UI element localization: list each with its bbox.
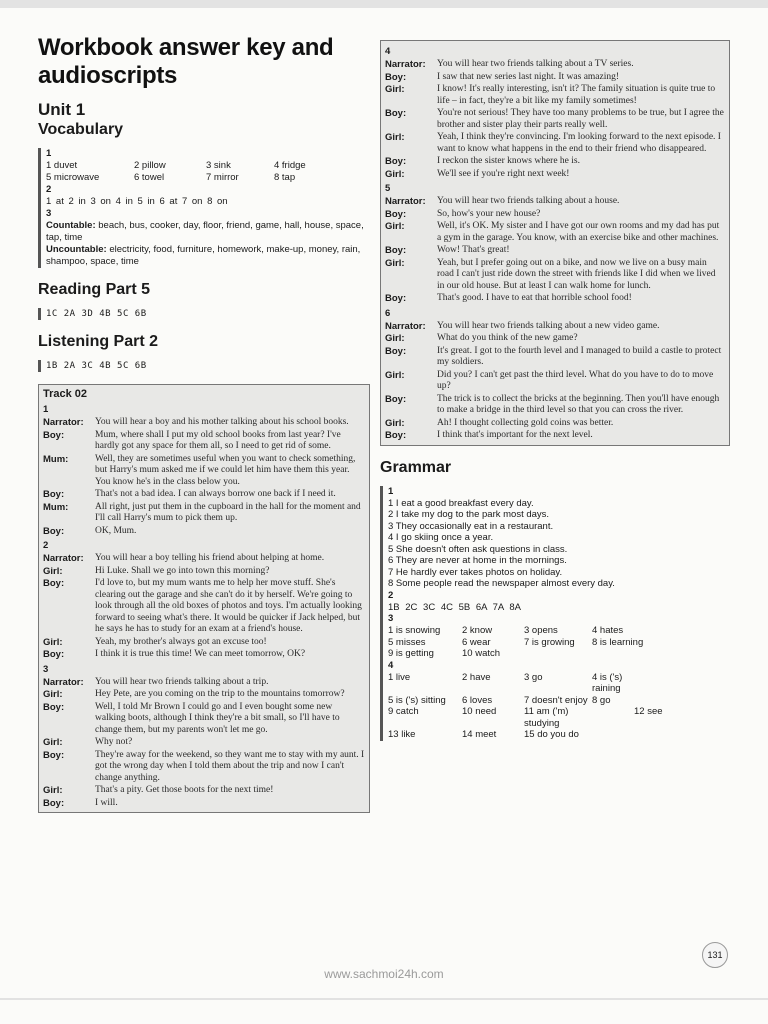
vocabulary-heading: Vocabulary bbox=[38, 121, 124, 138]
script-line bbox=[385, 196, 725, 208]
grammar-answer: 6 wear bbox=[462, 636, 491, 648]
unit-heading: Unit 1 bbox=[38, 100, 86, 119]
speaker-text: I saw that new series last night. It was amazing! bbox=[437, 71, 620, 82]
speaker-text: I know! It's really interesting, isn't it? The family situation is quite true to life – in fact, they're a bit like my family sometimes! bbox=[437, 84, 716, 106]
script-line bbox=[385, 245, 725, 257]
script-line bbox=[43, 677, 365, 689]
speaker-label: Girl: bbox=[385, 333, 405, 344]
speaker-label: Boy: bbox=[43, 749, 65, 761]
vocab-answer: 3 sink bbox=[206, 160, 231, 171]
vocab-ex1-grid bbox=[46, 160, 370, 184]
audioscript-box-continued bbox=[380, 40, 730, 446]
audioscript-box bbox=[38, 384, 370, 813]
script-line bbox=[43, 489, 365, 501]
speaker-text: Hey Pete, are you coming on the trip to the mountains tomorrow? bbox=[95, 689, 345, 699]
grammar-answer: 7 doesn't enjoy bbox=[524, 694, 588, 706]
script-line bbox=[385, 169, 725, 181]
grammar-answer: 5 is ('s) sitting bbox=[388, 694, 446, 706]
speaker-text: Well, they are sometimes useful when you want to check something, but Harry's mum asked me if we could let him have them this year. You know he's in the class below you. bbox=[95, 453, 356, 487]
speaker-text: So, how's your new house? bbox=[437, 208, 541, 219]
grammar-answers bbox=[380, 486, 730, 741]
script-section-number: 3 bbox=[43, 663, 49, 675]
speaker-label: Boy: bbox=[385, 208, 407, 220]
script-line bbox=[385, 132, 725, 155]
speaker-text: You will hear two friends talking about a house. bbox=[437, 196, 620, 206]
speaker-label: Mum: bbox=[43, 453, 69, 465]
grammar-answer: 2 have bbox=[462, 671, 491, 683]
grammar-answer: 5 misses bbox=[388, 636, 426, 648]
speaker-label: Boy: bbox=[385, 71, 407, 83]
grammar-answer: 9 catch bbox=[388, 706, 419, 717]
speaker-text: Yeah, I think they're convincing. I'm looking forward to the next episode. I want to know what happens in the end to their friend who disappeared. bbox=[437, 132, 721, 154]
speaker-label: Narrator: bbox=[385, 320, 426, 332]
speaker-label: Boy: bbox=[385, 156, 407, 167]
page-number: 131 bbox=[702, 942, 728, 968]
grammar-answer: 10 need bbox=[462, 706, 497, 717]
vocab-answer: 4 fridge bbox=[274, 160, 306, 171]
speaker-text: They're away for the weekend, so they want me to stay with my aunt. I got the wrong day when I told them about the trip and now I can't change anything. bbox=[95, 749, 365, 783]
grammar-answer: 4 hates bbox=[592, 625, 624, 636]
script-line bbox=[385, 72, 725, 84]
script-line bbox=[43, 526, 365, 538]
script-line bbox=[385, 84, 725, 107]
vocab-ex2-answers: 1 at 2 in 3 on 4 in 5 in 6 at 7 on 8 on bbox=[46, 196, 228, 207]
exercise-number: 3 bbox=[46, 208, 52, 219]
script-line bbox=[385, 394, 725, 417]
countable-text: beach, bus, cooker, day, floor, friend, game, hall, house, space, tap, time bbox=[46, 220, 364, 243]
script-line bbox=[385, 221, 725, 244]
grammar-answer bbox=[634, 729, 664, 741]
uncountable-label: Uncountable: bbox=[46, 244, 107, 255]
grammar-answer: 10 watch bbox=[462, 648, 501, 659]
script-line bbox=[43, 637, 365, 649]
countable-label: Countable: bbox=[46, 220, 96, 231]
script-line bbox=[43, 737, 365, 749]
speaker-text: All right, just put them in the cupboard in the hall for the moment and I'll call Harry's mum to pick them up. bbox=[95, 501, 361, 523]
vocab-answer: 7 mirror bbox=[206, 172, 239, 183]
speaker-text: Well, it's OK. My sister and I have got our own rooms and my dad has put a gym in the garage. You know, with an exercise bike and other machines. bbox=[437, 221, 720, 243]
speaker-text: It's great. I got to the fourth level and I managed to build a castle to protect my soldiers. bbox=[437, 345, 722, 367]
speaker-text: You will hear two friends talking about a new video game. bbox=[437, 320, 660, 331]
track-title: Track 02 bbox=[43, 388, 88, 400]
title-line-2: audioscripts bbox=[38, 62, 178, 89]
speaker-label: Girl: bbox=[385, 132, 405, 143]
grammar-answer: 3 go bbox=[524, 671, 543, 683]
speaker-text: I will. bbox=[95, 797, 118, 808]
script-line bbox=[385, 258, 725, 293]
footer-url: www.sachmoi24h.com bbox=[324, 967, 444, 981]
script-line bbox=[43, 689, 365, 701]
vocab-answer: 8 tap bbox=[274, 172, 296, 183]
speaker-label: Girl: bbox=[385, 168, 405, 180]
speaker-text: Wow! That's great! bbox=[437, 245, 510, 255]
grammar-answer: 12 see bbox=[634, 706, 663, 717]
speaker-label: Boy: bbox=[43, 429, 65, 441]
vocab-answer: 5 microwave bbox=[46, 172, 100, 183]
speaker-text: We'll see if you're right next week! bbox=[437, 168, 570, 179]
speaker-label: Boy: bbox=[385, 430, 407, 441]
speaker-text: I think that's important for the next level. bbox=[437, 430, 593, 440]
grammar-ex3-grid bbox=[388, 625, 730, 660]
page-title bbox=[38, 34, 370, 90]
speaker-label: Boy: bbox=[385, 293, 407, 304]
speaker-text: Well, I told Mr Brown I could go and I even bought some new walking boots, although I think they're a bit small, so I'll have to change them, but my parents won't let me go. bbox=[95, 701, 340, 735]
script-line bbox=[43, 798, 365, 810]
speaker-label: Boy: bbox=[385, 245, 407, 256]
script-line bbox=[385, 346, 725, 369]
speaker-text: What do you think of the new game? bbox=[437, 333, 578, 343]
speaker-text: Ah! I thought collecting gold coins was better. bbox=[437, 417, 614, 428]
speaker-text: I reckon the sister knows where he is. bbox=[437, 156, 580, 166]
script-line bbox=[43, 785, 365, 797]
script-section-number: 6 bbox=[385, 307, 391, 319]
vocab-answer: 1 duvet bbox=[46, 160, 78, 171]
script-section-number: 2 bbox=[43, 540, 49, 551]
grammar-answer bbox=[592, 729, 634, 741]
grammar-sentence: 2 I take my dog to the park most days. bbox=[388, 509, 550, 520]
vocab-answer: 6 towel bbox=[134, 172, 165, 183]
speaker-label: Narrator: bbox=[43, 553, 84, 564]
grammar-sentence: 6 They are never at home in the mornings. bbox=[388, 555, 567, 566]
speaker-text: Hi Luke. Shall we go into town this morning? bbox=[95, 565, 270, 576]
speaker-text: Yeah, but I prefer going out on a bike, and now we live on a busy main road I can't just ride down the street with friends like I did when we lived in our old house. But at least I can walk home for lunch. bbox=[437, 257, 716, 291]
speaker-label: Girl: bbox=[43, 636, 63, 648]
grammar-sentence: 5 She doesn't often ask questions in class. bbox=[388, 543, 568, 555]
exercise-number: 1 bbox=[388, 485, 394, 497]
grammar-ex2-answers: 1B 2C 3C 4C 5B 6A 7A 8A bbox=[388, 601, 521, 613]
speaker-label: Boy: bbox=[43, 797, 65, 809]
speaker-text: You will hear a boy and his mother talking about his school books. bbox=[95, 417, 349, 427]
script-line bbox=[385, 370, 725, 393]
grammar-ex4-grid bbox=[388, 672, 730, 741]
exercise-number: 1 bbox=[46, 148, 52, 159]
grammar-sentence: 4 I go skiing once a year. bbox=[388, 532, 494, 543]
exercise-number: 2 bbox=[46, 184, 52, 195]
script-section-number: 1 bbox=[43, 404, 49, 415]
script-line bbox=[385, 333, 725, 345]
uncountable-row bbox=[46, 244, 370, 268]
script-section-number: 5 bbox=[385, 183, 391, 194]
speaker-text: Mum, where shall I put my old school books from last year? I've hardly got any space for them all, so I need to get rid of some. bbox=[95, 429, 341, 451]
script-line bbox=[43, 750, 365, 785]
grammar-answer: 9 is getting bbox=[388, 648, 434, 659]
grammar-ex1-list bbox=[388, 498, 730, 590]
speaker-text: You will hear two friends talking about a trip. bbox=[95, 676, 269, 687]
reading-answers: 1C 2A 3D 4B 5C 6B bbox=[38, 308, 370, 320]
script-line bbox=[43, 430, 365, 453]
uncountable-text: electricity, food, furniture, homework, make-up, money, rain, shampoo, space, time bbox=[46, 244, 361, 267]
grammar-answer: 2 know bbox=[462, 625, 493, 636]
grammar-answer: 13 like bbox=[388, 729, 416, 740]
top-border bbox=[0, 0, 768, 8]
script-line bbox=[385, 430, 725, 442]
listening-answers: 1B 2A 3C 4B 5C 6B bbox=[38, 360, 370, 372]
speaker-label: Girl: bbox=[43, 689, 63, 700]
script-line bbox=[43, 454, 365, 489]
speaker-label: Girl: bbox=[43, 565, 63, 577]
speaker-label: Narrator: bbox=[385, 196, 426, 207]
grammar-heading: Grammar bbox=[380, 458, 452, 476]
script-line bbox=[385, 156, 725, 168]
script-line bbox=[43, 553, 365, 565]
grammar-answer: 1 live bbox=[388, 671, 411, 683]
speaker-label: Boy: bbox=[43, 525, 65, 537]
speaker-label: Boy: bbox=[385, 108, 407, 119]
speaker-text: You will hear a boy telling his friend about helping at home. bbox=[95, 553, 325, 563]
grammar-answer: 8 go bbox=[592, 694, 611, 706]
audioscript-right bbox=[385, 46, 725, 442]
script-line bbox=[385, 418, 725, 430]
speaker-label: Girl: bbox=[385, 369, 405, 381]
countable-row bbox=[46, 220, 370, 244]
audioscript-left bbox=[43, 404, 365, 809]
right-column bbox=[380, 40, 730, 741]
left-column bbox=[38, 34, 370, 813]
grammar-answer: 14 meet bbox=[462, 729, 497, 740]
grammar-answer: 3 opens bbox=[524, 625, 558, 636]
script-line bbox=[385, 293, 725, 305]
speaker-label: Girl: bbox=[385, 221, 405, 232]
speaker-text: Yeah, my brother's always got an excuse too! bbox=[95, 636, 267, 647]
grammar-sentence: 3 They occasionally eat in a restaurant. bbox=[388, 520, 554, 532]
grammar-answer: 4 is ('s) raining bbox=[592, 671, 623, 694]
title-line-1: Workbook answer key and bbox=[38, 34, 334, 61]
grammar-answer: 6 loves bbox=[462, 694, 493, 706]
speaker-label: Boy: bbox=[43, 578, 65, 589]
grammar-sentence: 7 He hardly ever takes photos on holiday. bbox=[388, 566, 563, 578]
speaker-label: Boy: bbox=[385, 345, 407, 357]
script-line bbox=[43, 566, 365, 578]
script-line bbox=[43, 502, 365, 525]
speaker-label: Mum: bbox=[43, 501, 69, 513]
speaker-text: That's good. I have to eat that horrible school food! bbox=[437, 293, 632, 303]
grammar-answer bbox=[592, 706, 634, 729]
grammar-sentence: 1 I eat a good breakfast every day. bbox=[388, 497, 534, 509]
speaker-label: Girl: bbox=[385, 257, 405, 269]
grammar-answer bbox=[524, 648, 592, 660]
script-line bbox=[43, 578, 365, 636]
exercise-number: 3 bbox=[388, 613, 394, 624]
grammar-answer bbox=[634, 672, 664, 695]
script-line bbox=[385, 59, 725, 71]
speaker-text: That's a pity. Get those boots for the next time! bbox=[95, 785, 274, 795]
speaker-label: Boy: bbox=[43, 649, 65, 660]
grammar-sentence: 8 Some people read the newspaper almost every day. bbox=[388, 578, 615, 589]
reading-heading: Reading Part 5 bbox=[38, 281, 151, 298]
grammar-answer: 8 is learning bbox=[592, 636, 644, 648]
speaker-text: I think it is true this time! We can meet tomorrow, OK? bbox=[95, 649, 306, 659]
speaker-text: You will hear two friends talking about a TV series. bbox=[437, 59, 634, 69]
speaker-text: Why not? bbox=[95, 737, 133, 747]
vocabulary-answers bbox=[38, 148, 370, 268]
speaker-text: That's not a bad idea. I can always borrow one back if I need it. bbox=[95, 489, 336, 499]
grammar-answer: 15 do you do bbox=[524, 729, 579, 740]
script-line bbox=[43, 417, 365, 429]
grammar-answer: 11 am ('m) studying bbox=[524, 706, 569, 729]
speaker-text: The trick is to collect the bricks at the beginning. Then you'll have enough to make a bridge in the third level so that you can cross the river. bbox=[437, 393, 720, 415]
speaker-text: You're not serious! They have too many problems to be true, but I agree the brother and sister play their parts really well. bbox=[437, 108, 724, 130]
script-line bbox=[385, 321, 725, 333]
speaker-label: Girl: bbox=[43, 785, 63, 796]
script-section-number: 4 bbox=[385, 46, 391, 57]
vocab-answer: 2 pillow bbox=[134, 160, 166, 171]
grammar-answer: 7 is growing bbox=[524, 636, 575, 648]
script-line bbox=[385, 209, 725, 221]
speaker-label: Girl: bbox=[385, 417, 405, 429]
grammar-answer bbox=[592, 648, 662, 660]
grammar-answer: 1 is snowing bbox=[388, 625, 441, 636]
speaker-label: Girl: bbox=[385, 84, 405, 95]
speaker-label: Boy: bbox=[43, 701, 65, 713]
bottom-border bbox=[0, 998, 768, 1000]
speaker-label: Narrator: bbox=[43, 676, 84, 688]
speaker-text: OK, Mum. bbox=[95, 525, 137, 536]
listening-heading: Listening Part 2 bbox=[38, 333, 159, 350]
speaker-label: Narrator: bbox=[385, 59, 426, 70]
script-line bbox=[385, 108, 725, 131]
speaker-label: Narrator: bbox=[43, 417, 84, 428]
script-line bbox=[43, 702, 365, 737]
exercise-number: 2 bbox=[388, 589, 394, 601]
speaker-text: Did you? I can't get past the third level. What do you have to do to move up? bbox=[437, 369, 714, 391]
grammar-answer bbox=[634, 695, 664, 707]
exercise-number: 4 bbox=[388, 659, 394, 671]
speaker-label: Boy: bbox=[43, 489, 65, 500]
speaker-text: I'd love to, but my mum wants me to help her move stuff. She's clearing out the garage and she can't do it by herself. We're going to look through all the old boxes of photos and toys. I'm actually looking forward to seeing what's there. It would be quicker if Jack helped, but he says he has to study for an exam at a friend's house. bbox=[95, 578, 362, 634]
script-line bbox=[43, 649, 365, 661]
speaker-label: Boy: bbox=[385, 393, 407, 405]
speaker-label: Girl: bbox=[43, 737, 63, 748]
